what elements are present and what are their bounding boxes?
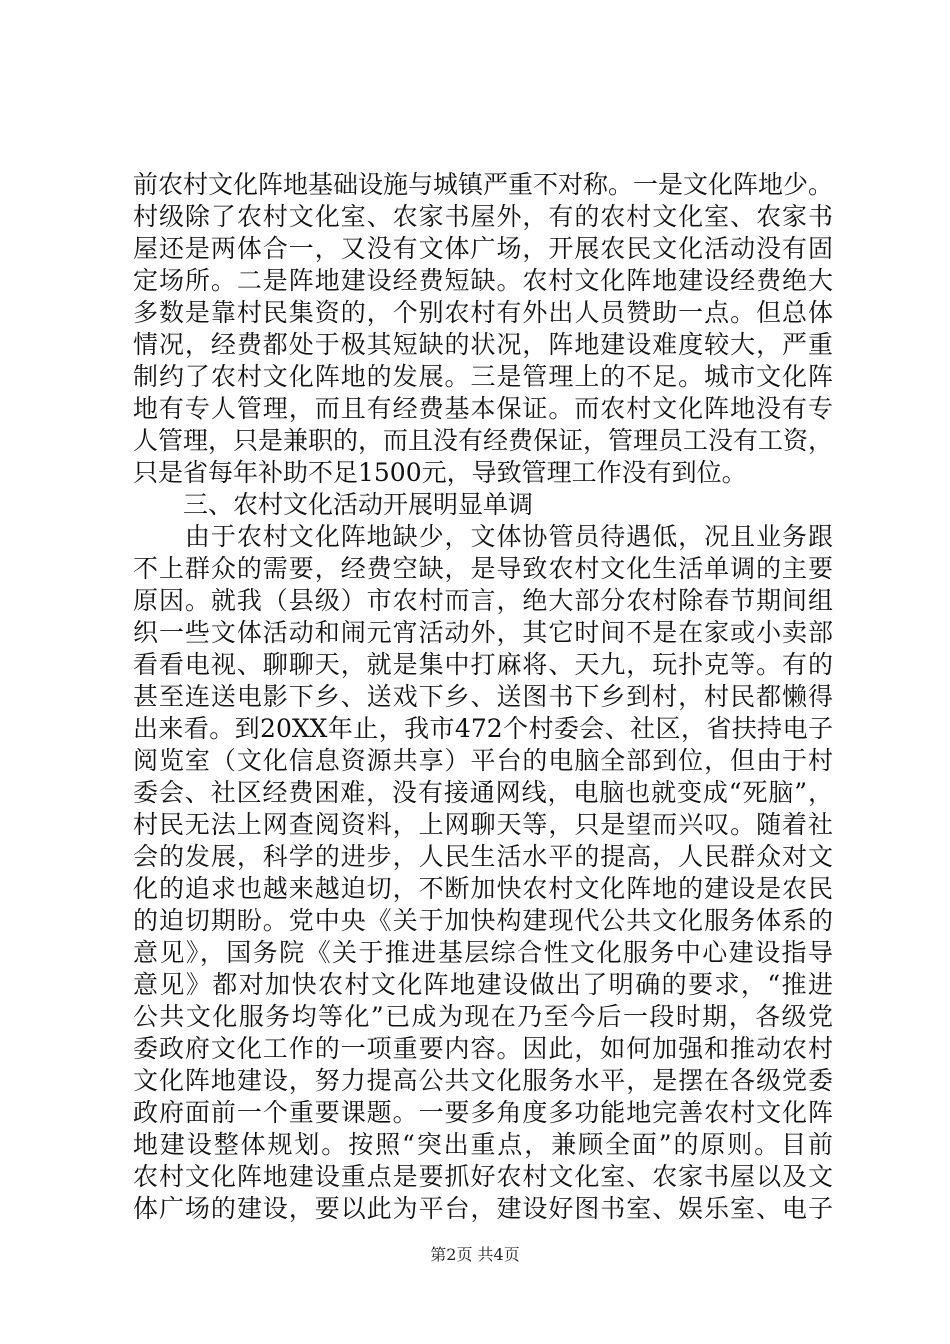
text-line: 委政府文化工作的一项重要内容。因此，如何加强和推动农村 [133,1034,833,1063]
text-line: 的迫切期盼。党中央《关于加快构建现代公共文化服务体系的 [133,906,833,935]
text-line: 公共文化服务均等化”已成为现在乃至今后一段时期，各级党 [133,1002,833,1031]
text-line: 村民无法上网查阅资料，上网聊天等，只是望而兴叹。随着社 [133,810,833,839]
text-line: 政府面前一个重要课题。一要多角度多功能地完善农村文化阵 [133,1098,833,1127]
document-body [133,169,833,1225]
page-number-footer: 第2页 共4页 [430,1245,520,1264]
text-line: 原因。就我（县级）市农村而言，绝大部分农村除春节期间组 [133,586,833,615]
section-heading: 三、农村文化活动开展明显单调 [133,490,534,519]
text-line: 情况，经费都处于极其短缺的状况，阵地建设难度较大，严重 [133,330,833,359]
text-line: 由于农村文化阵地缺少，文体协管员待遇低，况且业务跟 [133,522,833,551]
text-line: 出来看。到20XX年止，我市472个村委会、社区，省扶持电子 [133,714,833,743]
text-line: 人管理，只是兼职的，而且没有经费保证，管理员工没有工资， [133,426,833,455]
text-line: 织一些文体活动和闹元宵活动外，其它时间不是在家或小卖部 [133,618,833,647]
text-line: 体广场的建设，要以此为平台，建设好图书室、娱乐室、电子 [133,1194,833,1223]
text-line: 不上群众的需要，经费空缺，是导致农村文化生活单调的主要 [133,554,833,583]
text-line: 地有专人管理，而且有经费基本保证。而农村文化阵地没有专 [133,394,833,423]
text-line: 定场所。二是阵地建设经费短缺。农村文化阵地建设经费绝大 [133,266,833,295]
text-line: 甚至连送电影下乡、送戏下乡、送图书下乡到村，村民都懒得 [133,682,833,711]
text-line: 意见》都对加快农村文化阵地建设做出了明确的要求，“推进 [133,970,833,999]
text-line: 会的发展，科学的进步，人民生活水平的提高，人民群众对文 [133,842,833,871]
text-line: 村级除了农村文化室、农家书屋外，有的农村文化室、农家书 [133,202,833,231]
text-line: 只是省每年补助不足1500元，导致管理工作没有到位。 [133,458,747,487]
text-line: 前农村文化阵地基础设施与城镇严重不对称。一是文化阵地少。 [133,170,833,199]
text-line: 多数是靠村民集资的，个别农村有外出人员赞助一点。但总体 [133,298,833,327]
text-line: 屋还是两体合一，又没有文体广场，开展农民文化活动没有固 [133,234,833,263]
text-line: 化的追求也越来越迫切，不断加快农村文化阵地的建设是农民 [133,874,833,903]
text-line: 看看电视、聊聊天，就是集中打麻将、天九，玩扑克等。有的 [133,650,833,679]
text-line: 意见》，国务院《关于推进基层综合性文化服务中心建设指导 [133,938,833,967]
text-line: 文化阵地建设，努力提高公共文化服务水平，是摆在各级党委 [133,1066,833,1095]
text-line: 委会、社区经费困难，没有接通网线，电脑也就变成“死脑”， [133,778,833,807]
text-line: 地建设整体规划。按照“突出重点，兼顾全面”的原则。目前 [133,1130,833,1159]
text-line: 制约了农村文化阵地的发展。三是管理上的不足。城市文化阵 [133,362,833,391]
text-line: 农村文化阵地建设重点是要抓好农村文化室、农家书屋以及文 [133,1162,833,1191]
text-line: 阅览室（文化信息资源共享）平台的电脑全部到位，但由于村 [133,746,833,775]
